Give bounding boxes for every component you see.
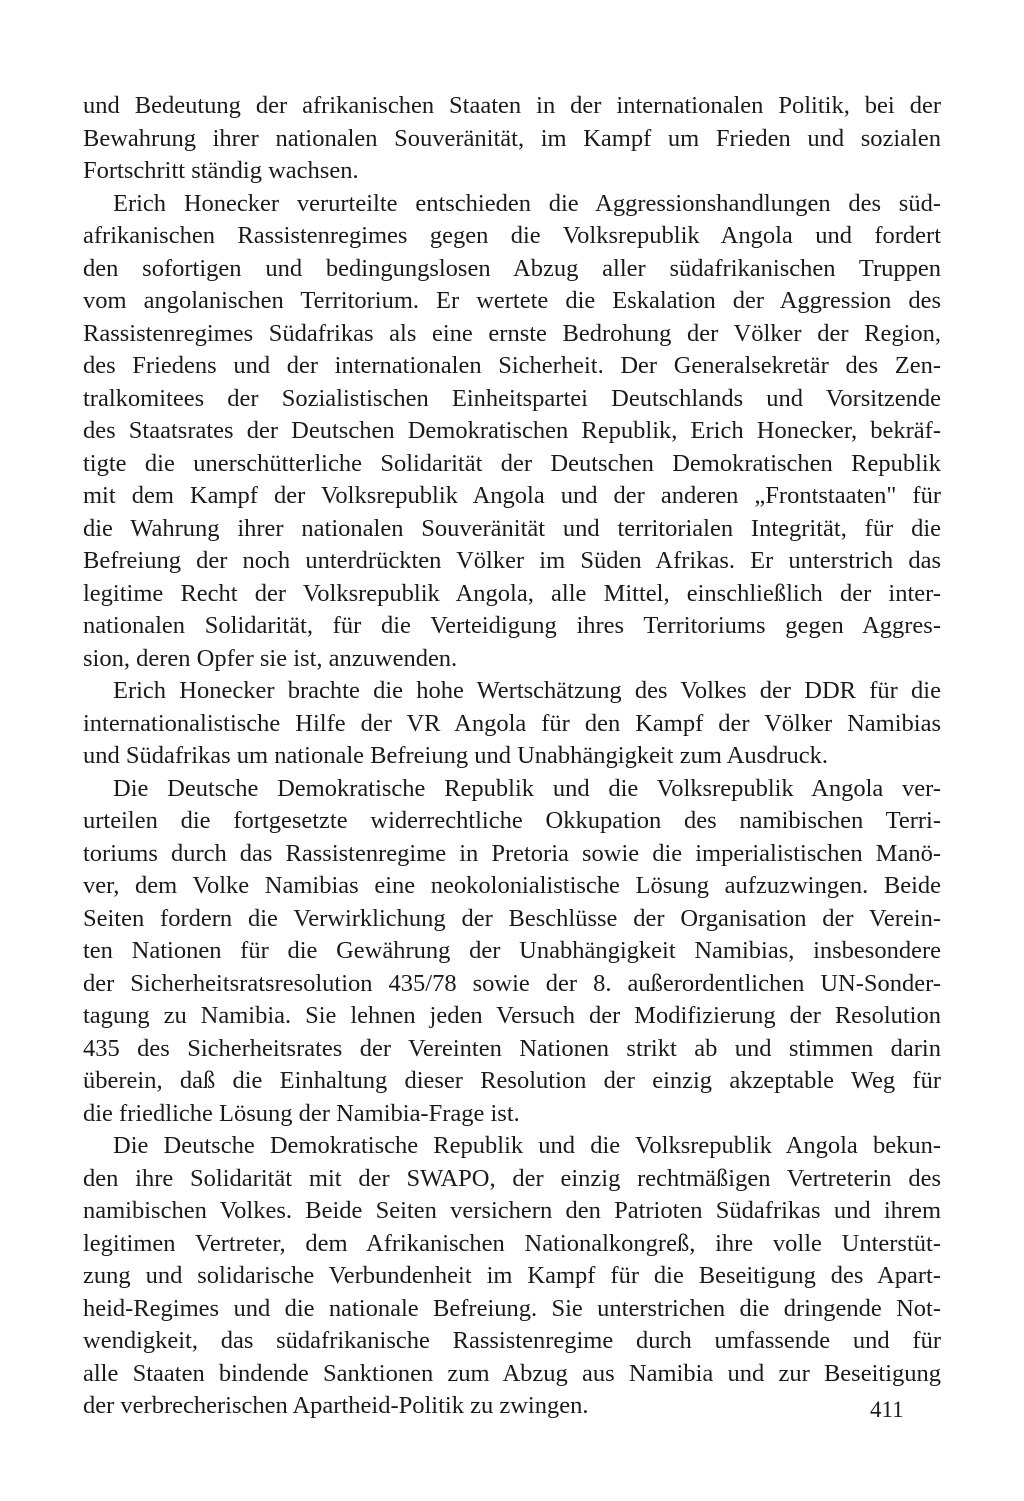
text-line: tagung zu Namibia. Sie lehnen jeden Versuch der Modifizierung der Resolution (83, 1002, 941, 1029)
text-line: Befreiung der noch unterdrückten Völker im Süden Afrikas. Er unterstrich das (83, 547, 941, 574)
text-line: des Friedens und der internationalen Sicherheit. Der Generalsekretär des Zen- (83, 352, 941, 379)
text-line: afrikanischen Rassistenregimes gegen die Volksrepublik Angola und fordert (83, 222, 941, 249)
text-line: heid-Regimes und die nationale Befreiung. Sie unterstrichen die dringende Not- (83, 1294, 941, 1322)
text-line: legitime Recht der Volksrepublik Angola, alle Mittel, einschließlich der inter- (83, 579, 941, 607)
text-line: der Sicherheitsratsresolution 435/78 sowie der 8. außerordentlichen UN-Sonder- (83, 969, 941, 997)
text-line: die friedliche Lösung der Namibia-Frage ist. (83, 1099, 520, 1127)
text-line: Fortschritt ständig wachsen. (83, 157, 359, 184)
text-line: den ihre Solidarität mit der SWAPO, der einzig rechtmäßigen Vertreterin des (83, 1164, 941, 1192)
text-line: des Staatsrates der Deutschen Demokratischen Republik, Erich Honecker, bekräf- (83, 417, 941, 444)
text-line: überein, daß die Einhaltung dieser Resolution der einzig akzeptable Weg für (83, 1067, 941, 1094)
text-line: nationalen Solidarität, für die Verteidigung ihres Territoriums gegen Aggres- (83, 612, 941, 639)
text-line: Die Deutsche Demokratische Republik und die Volksrepublik Angola ver- (113, 774, 941, 802)
text-line: alle Staaten bindende Sanktionen zum Abzug aus Namibia und zur Beseitigung (83, 1359, 941, 1387)
text-line: tralkomitees der Sozialistischen Einheitspartei Deutschlands und Vorsitzende (83, 384, 941, 412)
text-line: wendigkeit, das südafrikanische Rassistenregime durch umfassende und für (83, 1327, 941, 1354)
text-line: sion, deren Opfer sie ist, anzuwenden. (83, 644, 458, 672)
text-line: namibischen Volkes. Beide Seiten versichern den Patrioten Südafrikas und ihrem (83, 1197, 941, 1224)
page-number: 411 (870, 1397, 904, 1422)
text-line: legitimen Vertreter, dem Afrikanischen Nationalkongreß, ihre volle Unterstüt- (83, 1229, 941, 1257)
text-line: Erich Honecker brachte die hohe Wertschätzung des Volkes der DDR für die (113, 677, 941, 704)
text-line: internationalistische Hilfe der VR Angola für den Kampf der Völker Namibias (83, 709, 941, 737)
text-line: tigte die unerschütterliche Solidarität der Deutschen Demokratischen Republik (83, 449, 941, 477)
text-line: Bewahrung ihrer nationalen Souveränität, im Kampf um Frieden und sozialen (83, 124, 941, 152)
text-line: den sofortigen und bedingungslosen Abzug aller südafrikanischen Truppen (83, 254, 941, 282)
text-line: der verbrecherischen Apartheid-Politik zu zwingen. (83, 1392, 589, 1419)
text-line: toriums durch das Rassistenregime in Pretoria sowie die imperialistischen Manö- (83, 839, 941, 867)
text-line: zung und solidarische Verbundenheit im Kampf für die Beseitigung des Apart- (83, 1262, 941, 1289)
text-line: und Bedeutung der afrikanischen Staaten in der internationalen Politik, bei der (83, 92, 941, 119)
text-line: Seiten fordern die Verwirklichung der Beschlüsse der Organisation der Verein- (83, 904, 941, 932)
text-line: ver, dem Volke Namibias eine neokolonialistische Lösung aufzuzwingen. Beide (83, 872, 941, 899)
text-line: 435 des Sicherheitsrates der Vereinten Nationen strikt ab und stimmen darin (83, 1034, 941, 1062)
text-line: vom angolanischen Territorium. Er wertete die Eskalation der Aggression des (83, 287, 941, 314)
text-line: Die Deutsche Demokratische Republik und die Volksrepublik Angola bekun- (113, 1132, 941, 1159)
body-text (83, 90, 941, 1423)
text-line: Rassistenregimes Südafrikas als eine ernste Bedrohung der Völker der Region, (83, 319, 941, 347)
text-line: urteilen die fortgesetzte widerrechtliche Okkupation des namibischen Terri- (83, 807, 941, 834)
text-line: und Südafrikas um nationale Befreiung und Unabhängigkeit zum Ausdruck. (83, 742, 829, 769)
text-line: Erich Honecker verurteilte entschieden die Aggressionshandlungen des süd- (113, 189, 941, 217)
text-line: mit dem Kampf der Volksrepublik Angola und der anderen „Frontstaaten" für (83, 482, 941, 509)
text-line: ten Nationen für die Gewährung der Unabhängigkeit Namibias, insbesondere (83, 937, 941, 964)
text-line: die Wahrung ihrer nationalen Souveränität und territorialen Integrität, für die (83, 514, 941, 542)
